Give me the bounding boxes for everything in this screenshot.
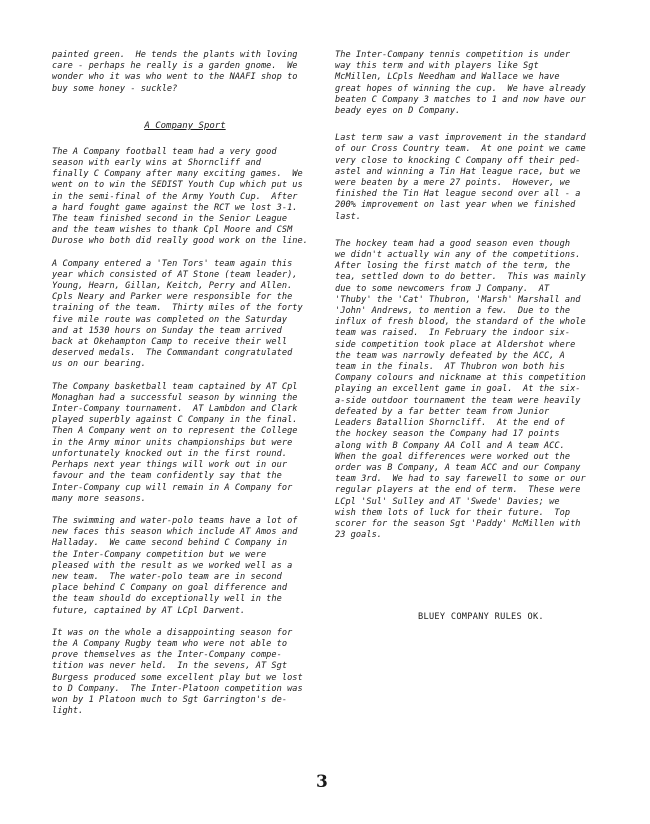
text-line: year which consisted of AT Stone (team leader), — [52, 269, 298, 280]
text-line: Monaghan had a successful season by winning the — [52, 392, 298, 403]
paragraph-hockey — [335, 239, 605, 541]
text-line: Halladay. We came second behind C Company in — [52, 538, 288, 549]
text-line: due to some newcomers from J Company. AT — [335, 283, 550, 294]
text-line: pleased with the result as we worked well as a — [52, 560, 293, 571]
text-line: Perhaps next year things will work out in our — [52, 460, 288, 471]
signoff-text: BLUEY COMPANY RULES OK. — [418, 612, 544, 622]
text-line: and at 1530 hours on Sunday the team arrived — [52, 325, 282, 336]
text-line: us on our bearing. — [52, 359, 147, 370]
text-line: care - perhaps he really is a garden gnome. We — [52, 61, 298, 72]
paragraph-tennis — [335, 50, 605, 117]
text-line: new faces this season which include AT Amos and — [52, 527, 298, 538]
text-line: The swimming and water-polo teams have a lot of — [52, 515, 298, 526]
text-line: defeated by a far better team from Junior — [335, 406, 550, 417]
paragraph-swimming — [52, 516, 318, 617]
text-line: light. — [52, 706, 84, 717]
text-line: the hockey season the Company had 17 points — [335, 429, 560, 440]
text-line: playing an excellent game in goal. At the six- — [335, 384, 581, 395]
text-line: very close to knocking C Company off their ped- — [335, 155, 581, 166]
text-line: The A Company football team had a very good — [52, 146, 277, 157]
text-line: went on to win the SEDIST Youth Cup which put us — [52, 180, 303, 191]
paragraph-ten-tors — [52, 259, 318, 371]
text-line: tition was never held. In the sevens, AT Sgt — [52, 661, 288, 672]
text-line: beady eyes on D Company. — [335, 106, 461, 117]
text-line: way this term and with players like Sgt — [335, 61, 539, 72]
text-line: Young, Hearn, Gillan, Keitch, Perry and Allen. — [52, 281, 293, 292]
text-line: team in the finals. AT Thubron won both his — [335, 362, 565, 373]
text-line: great hopes of winning the cup. We have already — [335, 83, 586, 94]
text-line: Inter-Company cup will remain in A Company for — [52, 482, 293, 493]
text-line: team 3rd. We had to say farewell to some or our — [335, 474, 586, 485]
text-line: Inter-Company tournament. AT Lambdon and Clark — [52, 404, 298, 415]
text-line: a hard fought game against the RCT we lost 3-1. — [52, 202, 298, 213]
text-line: finally C Company after many exciting games. We — [52, 169, 303, 180]
paragraph-rugby — [52, 628, 318, 718]
text-line: tea, settled down to do better. This was mainly — [335, 272, 586, 283]
text-line: training of the team. Thirty miles of the forty — [52, 303, 303, 314]
text-line: to D Company. The Inter-Platoon competition was — [52, 683, 303, 694]
text-line: beaten C Company 3 matches to 1 and now have our — [335, 94, 586, 105]
text-line: The Company basketball team captained by AT Cpl — [52, 381, 298, 392]
text-line: the team should do exceptionally well in the — [52, 594, 282, 605]
text-line: influx of fresh blood, the standard of the whole — [335, 317, 586, 328]
text-line: team was raised. In February the indoor six- — [335, 328, 571, 339]
text-line: were beaten by a mere 27 points. However, we — [335, 178, 571, 189]
text-line: in the semi-final of the Army Youth Cup. After — [52, 191, 298, 202]
text-line: It was on the whole a disappointing season for — [52, 627, 293, 638]
right-column — [335, 50, 605, 552]
text-line: season with early wins at Shorncliff and — [52, 158, 261, 169]
text-line: Last term saw a vast improvement in the standard — [335, 133, 586, 144]
text-line: order was B Company, A team ACC and our Company — [335, 462, 581, 473]
text-line: buy some honey - suckle? — [52, 83, 178, 94]
left-column — [52, 50, 318, 728]
text-line: After losing the first match of the term, the — [335, 261, 571, 272]
text-line: place behind C Company on goal difference and — [52, 583, 288, 594]
text-line: played superbly against C Company in the final. — [52, 415, 298, 426]
paragraph-cross-country — [335, 133, 605, 223]
text-line: unfortunately knocked out in the first round. — [52, 448, 288, 459]
text-line: A Company entered a 'Ten Tors' team again this — [52, 258, 293, 269]
text-line: deserved medals. The Commandant congratulated — [52, 348, 293, 359]
text-line: future, captained by AT LCpl Darwent. — [52, 605, 246, 616]
text-line: Durose who both did really good work on the line. — [52, 236, 308, 247]
text-line: The Inter-Company tennis competition is under — [335, 50, 571, 60]
text-line: the team was narrowly defeated by the ACC, A — [335, 350, 565, 361]
text-line: scorer for the season Sgt 'Paddy' McMillen with — [335, 518, 581, 529]
text-line: favour and the team confidently say that the — [52, 471, 282, 482]
text-line: in the Army minor units championships but were — [52, 437, 293, 448]
paragraph-intro — [52, 50, 318, 95]
text-line: When the goal differences were worked out the — [335, 451, 571, 462]
page-number: 3 — [316, 772, 328, 792]
text-line: back at Okehampton Camp to receive their well — [52, 337, 288, 348]
text-line: 'Thuby' the 'Cat' Thubron, 'Marsh' Marshall and — [335, 294, 581, 305]
text-line: many more seasons. — [52, 493, 147, 504]
paragraph-basketball — [52, 382, 318, 505]
text-line: a-side outdoor tournament the team were heavily — [335, 395, 581, 406]
text-line: McMillen, LCpls Needham and Wallace we have — [335, 72, 560, 83]
text-line: we didn't actually win any of the competitions. — [335, 250, 581, 261]
text-line: astel and winning a Tin Hat league race, but we — [335, 166, 581, 177]
text-line: of our Cross Country team. At one point we came — [335, 144, 586, 155]
text-line: painted green. He tends the plants with loving — [52, 50, 298, 60]
text-line: won by 1 Platoon much to Sgt Garrington's de- — [52, 694, 288, 705]
text-line: Then A Company went on to represent the College — [52, 426, 298, 437]
text-line: regular players at the end of term. These were — [335, 485, 581, 496]
text-line: Cpls Neary and Parker were responsible for the — [52, 292, 293, 303]
text-line: and the team wishes to thank Cpl Moore and CSM — [52, 225, 293, 236]
text-line: side competition took place at Aldershot where — [335, 339, 576, 350]
text-line: 23 goals. — [335, 530, 383, 541]
text-line: new team. The water-polo team are in second — [52, 571, 282, 582]
paragraph-football — [52, 147, 318, 248]
text-line: LCpl 'Sul' Sulley and AT 'Swede' Davies; we — [335, 496, 560, 507]
text-line: last. — [335, 211, 362, 222]
section-heading: A Company Sport — [144, 120, 226, 131]
text-line: The hockey team had a good season even though — [335, 238, 571, 249]
text-line: Company colours and nickname at this competition — [335, 373, 586, 384]
text-line: five mile route was completed on the Saturday — [52, 314, 288, 325]
text-line: finished the Tin Hat league second over all - a — [335, 189, 581, 200]
text-line: along with B Company AA Coll and A team ACC. — [335, 440, 565, 451]
text-line: wish them lots of luck for their future. Top — [335, 507, 571, 518]
text-line: 200% improvement on last year when we finished — [335, 200, 576, 211]
text-line: wonder who it was who went to the NAAFI shop to — [52, 72, 298, 83]
text-line: the A Company Rugby team who were not able to — [52, 638, 288, 649]
text-line: the Inter-Company competition but we were — [52, 549, 267, 560]
text-line: Leaders Batallion Shorncliff. At the end of — [335, 418, 565, 429]
text-line: Burgess produced some excellent play but we lost — [52, 672, 303, 683]
text-line: prove themselves as the Inter-Company compe- — [52, 650, 282, 661]
text-line: 'John' Andrews, to mention a few. Due to the — [335, 306, 571, 317]
text-line: The team finished second in the Senior League — [52, 214, 288, 225]
